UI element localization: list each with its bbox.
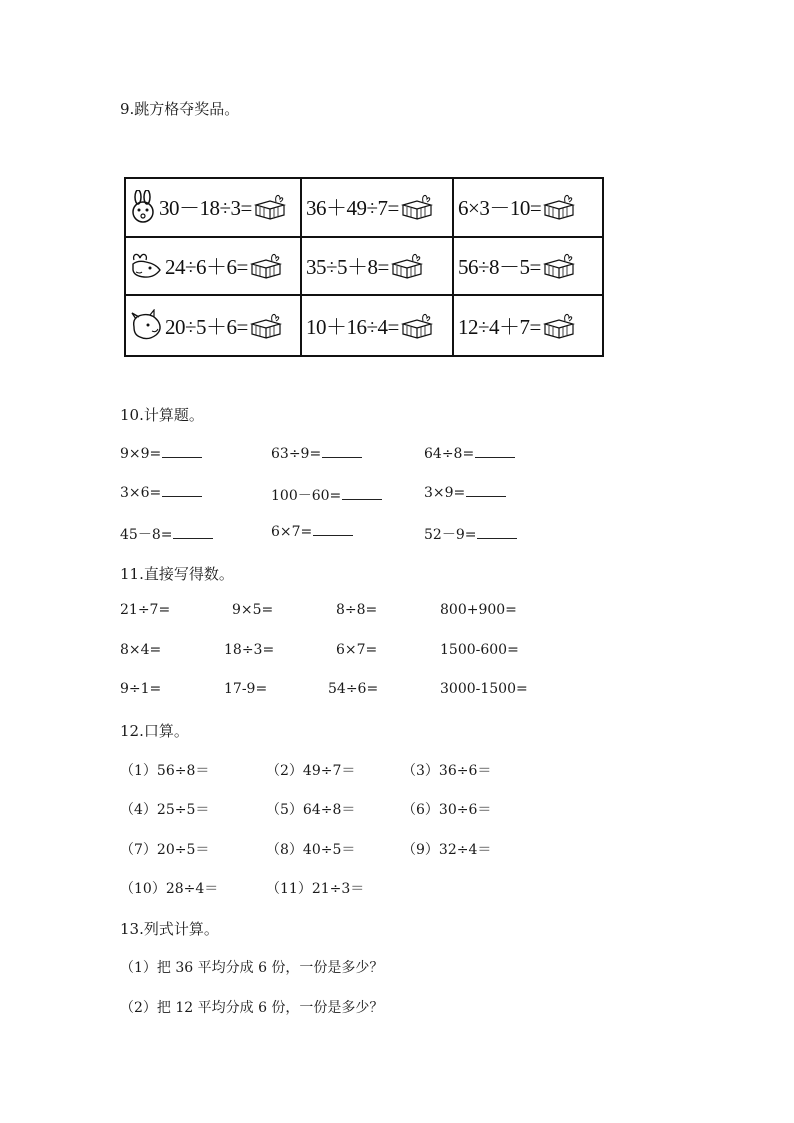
q12-item: （11）21÷3＝: [266, 881, 365, 897]
q11-item: 17-9=: [224, 681, 268, 697]
gift-box-icon: [543, 312, 575, 340]
q11-item: 3000-1500=: [440, 681, 528, 697]
grid-expression: 10＋16÷4=: [306, 314, 399, 339]
q11-item: 800+900=: [440, 602, 517, 618]
answer-blank[interactable]: [466, 495, 506, 497]
answer-blank[interactable]: [322, 456, 362, 458]
grid-cell-5: [302, 238, 454, 297]
grid-expression: 20÷5＋6=: [165, 314, 248, 339]
q13-item: （1）把 36 平均分成 6 份，一份是多少？: [120, 960, 384, 976]
grid-expression: 35÷5＋8=: [306, 254, 389, 279]
grid-expression: 36＋49÷7=: [306, 196, 399, 221]
q11-item: 18÷3=: [224, 642, 275, 658]
answer-blank[interactable]: [173, 537, 213, 539]
grid-cell-4: [126, 238, 302, 297]
q12-item: （5）64÷8＝: [266, 802, 356, 818]
q12-item: （8）40÷5＝: [266, 842, 356, 858]
q12-item: （4）25÷5＝: [120, 802, 210, 818]
grid-expression: 56÷8－5=: [458, 254, 541, 279]
answer-blank[interactable]: [313, 534, 353, 536]
grid-cell-7: [126, 296, 302, 355]
grid-expression: 12÷4＋7=: [458, 314, 541, 339]
grid-cell-1: [126, 179, 302, 238]
q12-item: （7）20÷5＝: [120, 842, 210, 858]
q12-item: （1）56÷8＝: [120, 763, 210, 779]
q11-item: 8÷8=: [336, 602, 378, 618]
q11-title: 11.直接写得数。: [120, 565, 234, 583]
q11-item: 6×7=: [336, 642, 378, 658]
q10-item: 100－60=: [271, 485, 382, 505]
grid-cell-8: [302, 296, 454, 355]
q12-item: （2）49÷7＝: [266, 763, 356, 779]
q12-item: （3）36÷6＝: [402, 763, 492, 779]
q10-item: 52－9=: [424, 524, 517, 544]
q13-title: 13.列式计算。: [120, 920, 219, 938]
q10-item: 3×9=: [424, 485, 506, 501]
q11-item: 21÷7=: [120, 602, 171, 618]
grid-cell-3: [454, 179, 602, 238]
q10-item: 6×7=: [271, 524, 353, 540]
q11-item: 9×5=: [232, 602, 274, 618]
gift-box-icon: [401, 193, 433, 221]
q11-item: 1500-600=: [440, 642, 519, 658]
q10-title: 10.计算题。: [120, 406, 204, 424]
q11-item: 8×4=: [120, 642, 162, 658]
q12-title: 12.口算。: [120, 722, 189, 740]
gift-box-icon: [250, 312, 282, 340]
q10-item: 63÷9=: [271, 446, 362, 462]
q12-item: （10）28÷4＝: [120, 881, 219, 897]
q12-item: （9）32÷4＝: [402, 842, 492, 858]
grid-cell-6: [454, 238, 602, 297]
q13-item: （2）把 12 平均分成 6 份，一份是多少？: [120, 1000, 384, 1016]
rabbit-icon: [130, 190, 158, 224]
q11-item: 9÷1=: [120, 681, 162, 697]
gift-box-icon: [543, 193, 575, 221]
q10-item: 45－8=: [120, 524, 213, 544]
q9-title: 9.跳方格夺奖品。: [120, 100, 240, 118]
q10-item: 3×6=: [120, 485, 202, 501]
answer-blank[interactable]: [342, 498, 382, 500]
grid-cell-2: [302, 179, 454, 238]
grid-expression: 24÷6＋6=: [165, 254, 248, 279]
answer-blank[interactable]: [477, 537, 517, 539]
answer-blank[interactable]: [475, 456, 515, 458]
q12-item: （6）30÷6＝: [402, 802, 492, 818]
gift-box-icon: [391, 252, 423, 280]
gift-box-icon: [254, 193, 286, 221]
grid-expression: 6×3－10=: [458, 196, 542, 221]
deer-icon: [130, 250, 164, 282]
q11-item: 54÷6=: [328, 681, 379, 697]
gift-box-icon: [401, 312, 433, 340]
grid-expression: 30－18÷3=: [159, 196, 252, 221]
answer-blank[interactable]: [162, 456, 202, 458]
answer-blank[interactable]: [162, 495, 202, 497]
q10-item: 9×9=: [120, 446, 202, 462]
q10-item: 64÷8=: [424, 446, 515, 462]
rhino-icon: [130, 309, 164, 343]
grid-cell-9: [454, 296, 602, 355]
gift-box-icon: [543, 252, 575, 280]
problem-grid: [124, 177, 604, 357]
gift-box-icon: [250, 252, 282, 280]
